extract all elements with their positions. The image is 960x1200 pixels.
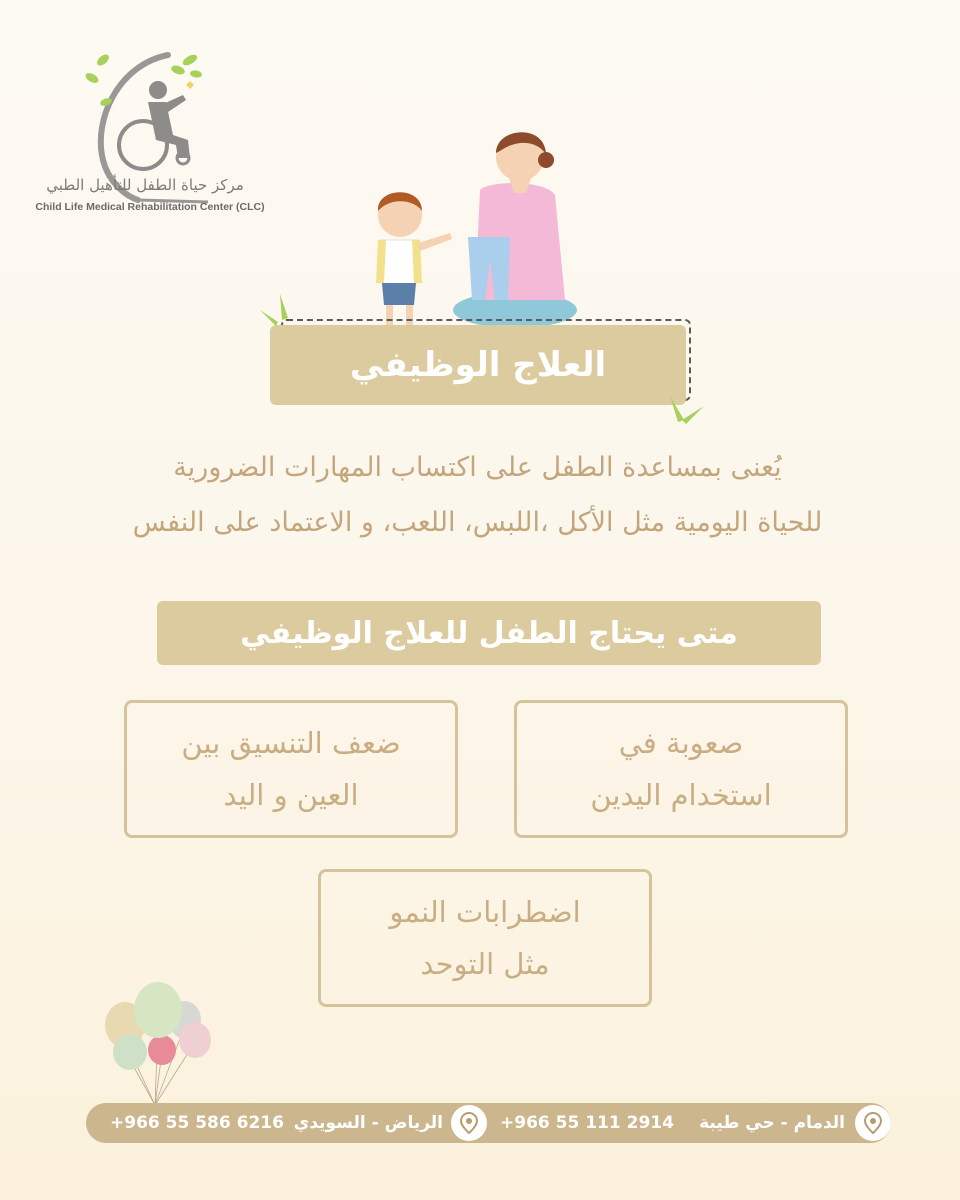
- location-pin-icon: [451, 1105, 487, 1141]
- card-line: اضطرابات النمو: [389, 895, 581, 929]
- card-line: ضعف التنسيق بين: [181, 726, 401, 760]
- phone-riyadh: +966 55 586 6216: [110, 1113, 284, 1133]
- therapist-child-illustration: [350, 115, 600, 330]
- intro-line-1: يُعنى بمساعدة الطفل على اكتساب المهارات الضرورية: [173, 452, 782, 483]
- clc-logo-icon: [78, 40, 288, 225]
- balloons-icon: [100, 980, 220, 1110]
- card-line: صعوبة في: [618, 726, 744, 760]
- location-pin-icon: [855, 1105, 891, 1141]
- logo-english-name: Child Life Medical Rehabilitation Center (CLC): [35, 201, 265, 213]
- leaf-decoration-icon: [252, 292, 300, 332]
- page-title: العلاج الوظيفي: [270, 325, 686, 405]
- card-line: استخدام اليدين: [590, 778, 772, 812]
- card-line: مثل التوحد: [420, 947, 550, 981]
- card-hand-use-difficulty: [514, 700, 848, 838]
- section-heading: متى يحتاج الطفل للعلاج الوظيفي: [157, 601, 821, 665]
- phone-dammam: +966 55 111 2914: [500, 1113, 674, 1133]
- location-riyadh: الرياض - السويدي: [293, 1113, 443, 1133]
- logo-arabic-name: مركز حياة الطفل للتأهيل الطبي: [46, 176, 244, 194]
- card-line: العين و اليد: [223, 778, 359, 812]
- location-dammam: الدمام - حي طيبة: [699, 1113, 845, 1133]
- leaf-decoration-icon: [664, 392, 708, 428]
- card-developmental-disorders: [318, 869, 652, 1007]
- card-eye-hand-coordination: [124, 700, 458, 838]
- intro-line-2: للحياة اليومية مثل الأكل ،اللبس، اللعب، و الاعتماد على النفس: [132, 507, 823, 538]
- intro-text: [20, 440, 935, 550]
